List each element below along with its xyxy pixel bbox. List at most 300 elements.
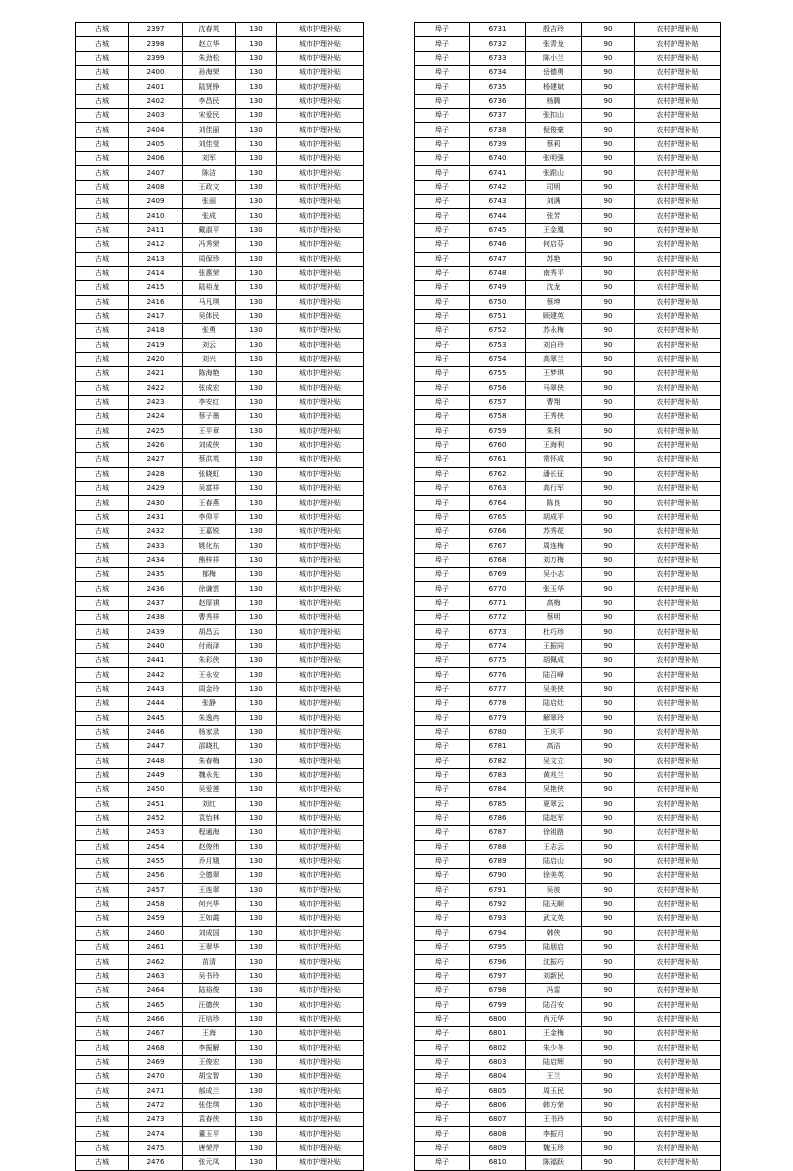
- amount-cell: 90: [582, 725, 635, 739]
- name-cell: 马凡琪: [183, 295, 236, 309]
- table-row: [76, 854, 364, 868]
- region-cell: 古城: [76, 1156, 129, 1170]
- number-cell: 2408: [129, 180, 183, 194]
- subsidy-type-cell: 城市护理补贴: [277, 482, 364, 496]
- name-cell: 吴富祥: [183, 482, 236, 496]
- number-cell: 6742: [470, 180, 526, 194]
- amount-cell: 90: [582, 252, 635, 266]
- number-cell: 2455: [129, 854, 183, 868]
- name-cell: 王海: [183, 1027, 236, 1041]
- table-row: [415, 711, 721, 725]
- number-cell: 6810: [470, 1156, 526, 1170]
- region-cell: 埠子: [415, 137, 470, 151]
- table-row: [76, 754, 364, 768]
- amount-cell: 90: [582, 309, 635, 323]
- table-row: [415, 123, 721, 137]
- name-cell: 刘自玲: [526, 338, 582, 352]
- name-cell: 张青龙: [526, 37, 582, 51]
- name-cell: 张成: [183, 209, 236, 223]
- subsidy-type-cell: 城市护理补贴: [277, 195, 364, 209]
- amount-cell: 90: [582, 582, 635, 596]
- subsidy-type-cell: 农村护理补贴: [635, 1041, 721, 1055]
- name-cell: 徐谦雲: [183, 582, 236, 596]
- name-cell: 刘成侠: [183, 438, 236, 452]
- table-row: [76, 80, 364, 94]
- subsidy-type-cell: 农村护理补贴: [635, 123, 721, 137]
- table-row: [76, 1012, 364, 1026]
- table-row: [76, 840, 364, 854]
- table-row: [76, 941, 364, 955]
- table-row: [415, 826, 721, 840]
- region-cell: 埠子: [415, 1055, 470, 1069]
- number-cell: 6797: [470, 969, 526, 983]
- number-cell: 2411: [129, 223, 183, 237]
- number-cell: 2458: [129, 897, 183, 911]
- table-row: [415, 496, 721, 510]
- subsidy-type-cell: 农村护理补贴: [635, 252, 721, 266]
- table-row: [415, 984, 721, 998]
- subsidy-type-cell: 城市护理补贴: [277, 1012, 364, 1026]
- region-cell: 埠子: [415, 1012, 470, 1026]
- subsidy-type-cell: 农村护理补贴: [635, 811, 721, 825]
- amount-cell: 90: [582, 195, 635, 209]
- number-cell: 6776: [470, 668, 526, 682]
- region-cell: 古城: [76, 553, 129, 567]
- region-cell: 古城: [76, 152, 129, 166]
- region-cell: 古城: [76, 725, 129, 739]
- name-cell: 张丽: [183, 195, 236, 209]
- region-cell: 古城: [76, 51, 129, 65]
- amount-cell: 130: [236, 381, 277, 395]
- region-cell: 古城: [76, 223, 129, 237]
- amount-cell: 90: [582, 152, 635, 166]
- region-cell: 埠子: [415, 309, 470, 323]
- region-cell: 埠子: [415, 166, 470, 180]
- number-cell: 2459: [129, 912, 183, 926]
- table-row: [415, 1127, 721, 1141]
- number-cell: 6763: [470, 482, 526, 496]
- number-cell: 2416: [129, 295, 183, 309]
- table-row: [415, 682, 721, 696]
- amount-cell: 90: [582, 137, 635, 151]
- subsidy-type-cell: 城市护理补贴: [277, 697, 364, 711]
- amount-cell: 130: [236, 1027, 277, 1041]
- amount-cell: 130: [236, 611, 277, 625]
- name-cell: 张扣山: [526, 109, 582, 123]
- region-cell: 古城: [76, 811, 129, 825]
- region-cell: 古城: [76, 123, 129, 137]
- table-row: [76, 195, 364, 209]
- amount-cell: 90: [582, 1113, 635, 1127]
- subsidy-type-cell: 城市护理补贴: [277, 1156, 364, 1170]
- amount-cell: 130: [236, 1041, 277, 1055]
- number-cell: 2456: [129, 869, 183, 883]
- subsidy-type-cell: 城市护理补贴: [277, 941, 364, 955]
- table-row: [76, 94, 364, 108]
- number-cell: 6809: [470, 1141, 526, 1155]
- subsidy-type-cell: 城市护理补贴: [277, 1041, 364, 1055]
- table-row: [76, 37, 364, 51]
- name-cell: 何兴华: [183, 897, 236, 911]
- name-cell: 王志云: [526, 840, 582, 854]
- amount-cell: 130: [236, 1141, 277, 1155]
- table-row: [415, 797, 721, 811]
- region-cell: 埠子: [415, 1070, 470, 1084]
- table-row: [76, 223, 364, 237]
- number-cell: 6743: [470, 195, 526, 209]
- region-cell: 埠子: [415, 66, 470, 80]
- name-cell: 张晓虹: [183, 467, 236, 481]
- region-cell: 埠子: [415, 510, 470, 524]
- number-cell: 2451: [129, 797, 183, 811]
- region-cell: 埠子: [415, 969, 470, 983]
- region-cell: 埠子: [415, 826, 470, 840]
- region-cell: 古城: [76, 1141, 129, 1155]
- number-cell: 6737: [470, 109, 526, 123]
- table-row: [76, 797, 364, 811]
- subsidy-type-cell: 农村护理补贴: [635, 783, 721, 797]
- amount-cell: 130: [236, 482, 277, 496]
- amount-cell: 90: [582, 754, 635, 768]
- table-row: [415, 897, 721, 911]
- subsidy-type-cell: 城市护理补贴: [277, 682, 364, 696]
- subsidy-type-cell: 农村护理补贴: [635, 23, 721, 37]
- table-row: [415, 941, 721, 955]
- name-cell: 朱春梅: [183, 754, 236, 768]
- amount-cell: 130: [236, 883, 277, 897]
- number-cell: 6792: [470, 897, 526, 911]
- name-cell: 张芳: [526, 209, 582, 223]
- amount-cell: 90: [582, 869, 635, 883]
- table-row: [76, 639, 364, 653]
- region-cell: 埠子: [415, 768, 470, 782]
- number-cell: 6769: [470, 568, 526, 582]
- table-row: [415, 768, 721, 782]
- number-cell: 2425: [129, 424, 183, 438]
- amount-cell: 130: [236, 840, 277, 854]
- table-row: [415, 811, 721, 825]
- name-cell: 吴体民: [183, 309, 236, 323]
- number-cell: 6787: [470, 826, 526, 840]
- amount-cell: 90: [582, 941, 635, 955]
- amount-cell: 130: [236, 711, 277, 725]
- table-row: [76, 984, 364, 998]
- subsidy-type-cell: 农村护理补贴: [635, 367, 721, 381]
- table-row: [76, 525, 364, 539]
- number-cell: 2454: [129, 840, 183, 854]
- number-cell: 2404: [129, 123, 183, 137]
- number-cell: 6747: [470, 252, 526, 266]
- region-cell: 古城: [76, 209, 129, 223]
- name-cell: 肖元华: [526, 1012, 582, 1026]
- number-cell: 6804: [470, 1070, 526, 1084]
- region-cell: 埠子: [415, 467, 470, 481]
- amount-cell: 130: [236, 1070, 277, 1084]
- amount-cell: 90: [582, 80, 635, 94]
- number-cell: 2432: [129, 525, 183, 539]
- subsidy-type-cell: 农村护理补贴: [635, 410, 721, 424]
- name-cell: 武文英: [526, 912, 582, 926]
- subsidy-type-cell: 城市护理补贴: [277, 94, 364, 108]
- amount-cell: 90: [582, 697, 635, 711]
- name-cell: 刘万梅: [526, 553, 582, 567]
- name-cell: 杨腾: [526, 94, 582, 108]
- amount-cell: 130: [236, 682, 277, 696]
- subsidy-type-cell: 农村护理补贴: [635, 309, 721, 323]
- region-cell: 埠子: [415, 80, 470, 94]
- amount-cell: 90: [582, 955, 635, 969]
- name-cell: 李仰平: [183, 510, 236, 524]
- table-row: [76, 295, 364, 309]
- amount-cell: 90: [582, 984, 635, 998]
- table-row: [76, 1084, 364, 1098]
- number-cell: 6798: [470, 984, 526, 998]
- subsidy-type-cell: 城市护理补贴: [277, 166, 364, 180]
- name-cell: 周连梅: [526, 539, 582, 553]
- table-row: [415, 740, 721, 754]
- region-cell: 古城: [76, 654, 129, 668]
- table-row: [415, 338, 721, 352]
- table-row: [76, 180, 364, 194]
- number-cell: 2415: [129, 281, 183, 295]
- name-cell: 顾建英: [526, 309, 582, 323]
- amount-cell: 130: [236, 51, 277, 65]
- subsidy-type-cell: 农村护理补贴: [635, 797, 721, 811]
- name-cell: 王兰: [526, 1070, 582, 1084]
- number-cell: 6761: [470, 453, 526, 467]
- table-row: [415, 869, 721, 883]
- region-cell: 古城: [76, 1127, 129, 1141]
- name-cell: 吴美侠: [526, 682, 582, 696]
- subsidy-type-cell: 城市护理补贴: [277, 883, 364, 897]
- right-subsidy-table: [414, 22, 721, 1171]
- table-row: [76, 338, 364, 352]
- number-cell: 2424: [129, 410, 183, 424]
- subsidy-type-cell: 城市护理补贴: [277, 51, 364, 65]
- amount-cell: 90: [582, 395, 635, 409]
- subsidy-type-cell: 城市护理补贴: [277, 783, 364, 797]
- table-row: [76, 395, 364, 409]
- subsidy-type-cell: 农村护理补贴: [635, 109, 721, 123]
- region-cell: 埠子: [415, 740, 470, 754]
- subsidy-type-cell: 城市护理补贴: [277, 338, 364, 352]
- name-cell: 郁梅: [183, 568, 236, 582]
- amount-cell: 90: [582, 969, 635, 983]
- region-cell: 埠子: [415, 998, 470, 1012]
- name-cell: 邵晓扎: [183, 740, 236, 754]
- subsidy-type-cell: 农村护理补贴: [635, 424, 721, 438]
- table-row: [415, 137, 721, 151]
- amount-cell: 90: [582, 381, 635, 395]
- subsidy-type-cell: 农村护理补贴: [635, 926, 721, 940]
- number-cell: 6791: [470, 883, 526, 897]
- region-cell: 古城: [76, 1027, 129, 1041]
- subsidy-type-cell: 农村护理补贴: [635, 955, 721, 969]
- amount-cell: 90: [582, 625, 635, 639]
- number-cell: 2465: [129, 998, 183, 1012]
- subsidy-type-cell: 城市护理补贴: [277, 1084, 364, 1098]
- region-cell: 埠子: [415, 955, 470, 969]
- number-cell: 2469: [129, 1055, 183, 1069]
- subsidy-type-cell: 农村护理补贴: [635, 453, 721, 467]
- amount-cell: 90: [582, 611, 635, 625]
- number-cell: 2399: [129, 51, 183, 65]
- region-cell: 古城: [76, 467, 129, 481]
- amount-cell: 130: [236, 109, 277, 123]
- number-cell: 6735: [470, 80, 526, 94]
- table-row: [76, 568, 364, 582]
- number-cell: 2407: [129, 166, 183, 180]
- region-cell: 埠子: [415, 854, 470, 868]
- amount-cell: 90: [582, 51, 635, 65]
- region-cell: 古城: [76, 352, 129, 366]
- table-row: [76, 998, 364, 1012]
- number-cell: 2460: [129, 926, 183, 940]
- subsidy-type-cell: 农村护理补贴: [635, 223, 721, 237]
- region-cell: 埠子: [415, 1084, 470, 1098]
- table-row: [76, 912, 364, 926]
- name-cell: 王平章: [183, 424, 236, 438]
- name-cell: 殷吉玲: [526, 23, 582, 37]
- table-row: [76, 1055, 364, 1069]
- subsidy-type-cell: 城市护理补贴: [277, 1070, 364, 1084]
- number-cell: 6733: [470, 51, 526, 65]
- region-cell: 埠子: [415, 1156, 470, 1170]
- region-cell: 埠子: [415, 367, 470, 381]
- subsidy-type-cell: 农村护理补贴: [635, 180, 721, 194]
- region-cell: 古城: [76, 525, 129, 539]
- region-cell: 古城: [76, 1012, 129, 1026]
- number-cell: 2468: [129, 1041, 183, 1055]
- name-cell: 吴艳侠: [526, 783, 582, 797]
- amount-cell: 130: [236, 668, 277, 682]
- number-cell: 6765: [470, 510, 526, 524]
- name-cell: 王海利: [526, 438, 582, 452]
- name-cell: 戴淑平: [183, 223, 236, 237]
- subsidy-type-cell: 农村护理补贴: [635, 854, 721, 868]
- number-cell: 2475: [129, 1141, 183, 1155]
- name-cell: 沈振巧: [526, 955, 582, 969]
- name-cell: 吴爱莲: [183, 783, 236, 797]
- region-cell: 古城: [76, 453, 129, 467]
- amount-cell: 90: [582, 1098, 635, 1112]
- amount-cell: 90: [582, 266, 635, 280]
- amount-cell: 90: [582, 424, 635, 438]
- name-cell: 姚化东: [183, 539, 236, 553]
- number-cell: 6799: [470, 998, 526, 1012]
- subsidy-type-cell: 农村护理补贴: [635, 1098, 721, 1112]
- subsidy-type-cell: 农村护理补贴: [635, 725, 721, 739]
- amount-cell: 90: [582, 352, 635, 366]
- subsidy-type-cell: 城市护理补贴: [277, 395, 364, 409]
- number-cell: 2449: [129, 768, 183, 782]
- subsidy-type-cell: 城市护理补贴: [277, 80, 364, 94]
- subsidy-type-cell: 城市护理补贴: [277, 553, 364, 567]
- table-row: [415, 223, 721, 237]
- region-cell: 古城: [76, 740, 129, 754]
- number-cell: 6755: [470, 367, 526, 381]
- table-row: [76, 539, 364, 553]
- amount-cell: 130: [236, 568, 277, 582]
- subsidy-type-cell: 城市护理补贴: [277, 711, 364, 725]
- number-cell: 2413: [129, 252, 183, 266]
- subsidy-type-cell: 农村护理补贴: [635, 553, 721, 567]
- table-row: [415, 912, 721, 926]
- amount-cell: 130: [236, 998, 277, 1012]
- table-row: [415, 166, 721, 180]
- amount-cell: 130: [236, 410, 277, 424]
- amount-cell: 130: [236, 1012, 277, 1026]
- name-cell: 朱逸冉: [183, 711, 236, 725]
- amount-cell: 130: [236, 137, 277, 151]
- subsidy-type-cell: 农村护理补贴: [635, 568, 721, 582]
- subsidy-type-cell: 城市护理补贴: [277, 1127, 364, 1141]
- amount-cell: 90: [582, 654, 635, 668]
- subsidy-type-cell: 农村护理补贴: [635, 510, 721, 524]
- amount-cell: 90: [582, 1027, 635, 1041]
- amount-cell: 130: [236, 80, 277, 94]
- table-row: [415, 281, 721, 295]
- region-cell: 古城: [76, 266, 129, 280]
- subsidy-type-cell: 农村护理补贴: [635, 539, 721, 553]
- number-cell: 6794: [470, 926, 526, 940]
- region-cell: 埠子: [415, 912, 470, 926]
- number-cell: 6784: [470, 783, 526, 797]
- subsidy-type-cell: 农村护理补贴: [635, 166, 721, 180]
- table-row: [415, 395, 721, 409]
- region-cell: 古城: [76, 912, 129, 926]
- table-row: [76, 783, 364, 797]
- number-cell: 2426: [129, 438, 183, 452]
- table-row: [76, 266, 364, 280]
- subsidy-type-cell: 城市护理补贴: [277, 869, 364, 883]
- table-row: [76, 137, 364, 151]
- subsidy-type-cell: 农村护理补贴: [635, 1141, 721, 1155]
- amount-cell: 130: [236, 66, 277, 80]
- name-cell: 朱劲松: [183, 51, 236, 65]
- name-cell: 潘长征: [526, 467, 582, 481]
- subsidy-type-cell: 城市护理补贴: [277, 453, 364, 467]
- name-cell: 韩方荣: [526, 1098, 582, 1112]
- subsidy-type-cell: 城市护理补贴: [277, 152, 364, 166]
- subsidy-type-cell: 城市护理补贴: [277, 955, 364, 969]
- region-cell: 埠子: [415, 1041, 470, 1055]
- number-cell: 2406: [129, 152, 183, 166]
- table-row: [415, 926, 721, 940]
- name-cell: 吴小志: [526, 568, 582, 582]
- name-cell: 苏永梅: [526, 324, 582, 338]
- amount-cell: 90: [582, 783, 635, 797]
- number-cell: 6771: [470, 596, 526, 610]
- table-row: [415, 783, 721, 797]
- amount-cell: 90: [582, 897, 635, 911]
- amount-cell: 90: [582, 912, 635, 926]
- region-cell: 埠子: [415, 682, 470, 696]
- table-row: [415, 998, 721, 1012]
- number-cell: 2471: [129, 1084, 183, 1098]
- subsidy-type-cell: 城市护理补贴: [277, 1055, 364, 1069]
- amount-cell: 130: [236, 37, 277, 51]
- name-cell: 王翠华: [183, 941, 236, 955]
- subsidy-type-cell: 农村护理补贴: [635, 697, 721, 711]
- name-cell: 熊梓祥: [183, 553, 236, 567]
- region-cell: 古城: [76, 424, 129, 438]
- name-cell: 蔡子墨: [183, 410, 236, 424]
- region-cell: 古城: [76, 410, 129, 424]
- name-cell: 韩侠: [526, 926, 582, 940]
- amount-cell: 90: [582, 180, 635, 194]
- name-cell: 高梅: [526, 596, 582, 610]
